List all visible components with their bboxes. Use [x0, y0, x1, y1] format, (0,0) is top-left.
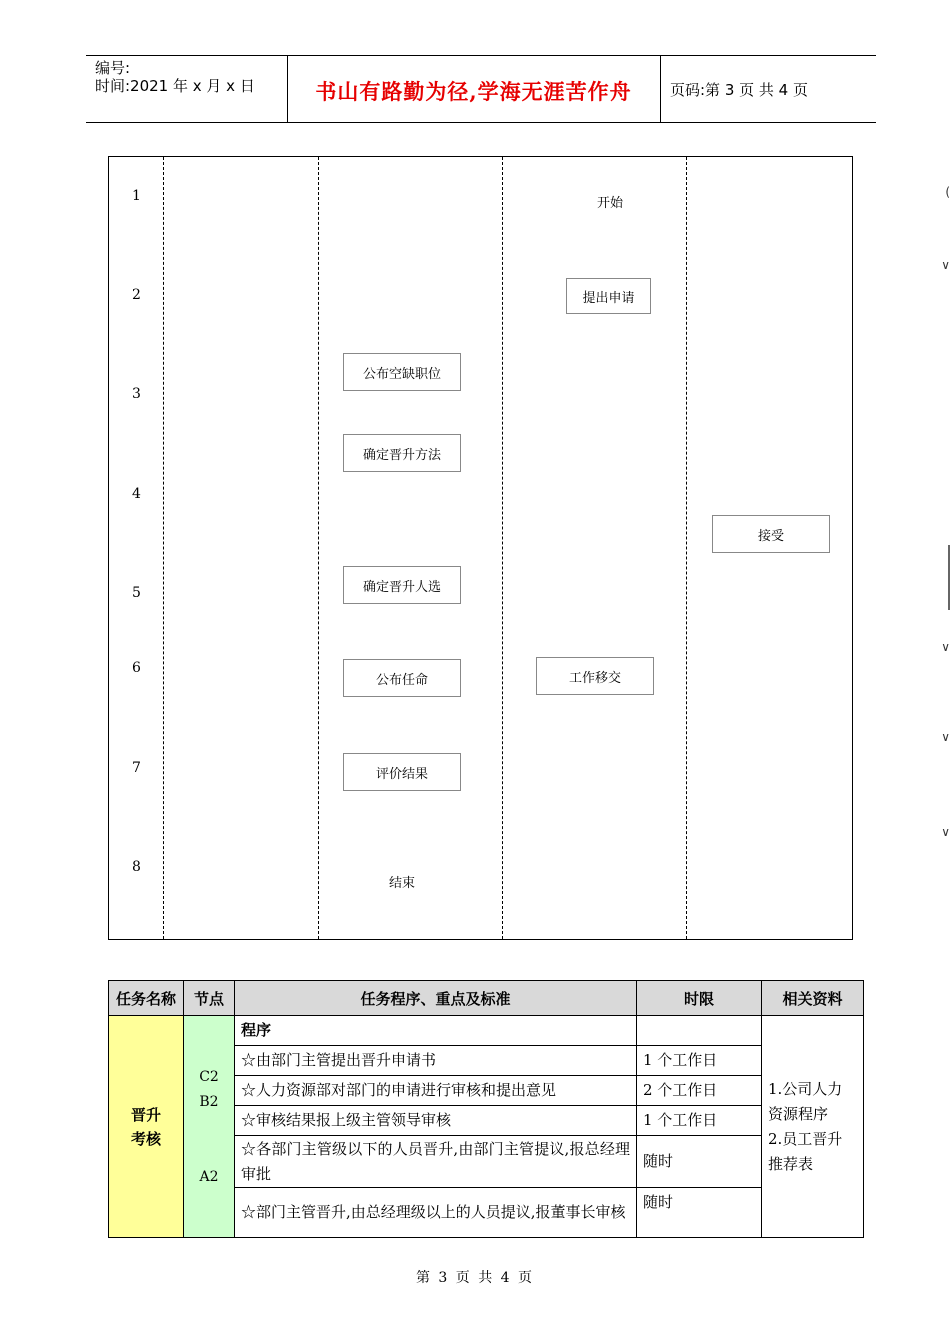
edge-mark-decoration: ∨: [941, 640, 950, 654]
header-time-limit: 时限: [637, 981, 762, 1016]
time-limit-cell: [637, 1016, 762, 1046]
lane-divider: [502, 157, 503, 939]
header-bottom-rule: [86, 122, 876, 123]
step-number: 5: [132, 585, 141, 601]
procedure-step: ☆审核结果报上级主管领导审核: [235, 1106, 637, 1136]
procedure-step: ☆由部门主管提出晋升申请书: [235, 1046, 637, 1076]
time-limit-cell: 随时: [637, 1188, 762, 1238]
procedure-heading: 程序: [235, 1016, 637, 1046]
time-limit-cell: 2 个工作日: [637, 1076, 762, 1106]
flow-box-handover: 工作移交: [536, 657, 654, 695]
references-cell: [762, 1016, 864, 1238]
table-header-row: [109, 981, 864, 1016]
step-number: 4: [132, 486, 141, 502]
flow-box-accept: 接受: [712, 515, 830, 553]
time-limit-cell: 1 个工作日: [637, 1106, 762, 1136]
flow-box-confirm-method: 确定晋升方法: [343, 434, 461, 472]
procedure-step: ☆部门主管晋升,由总经理级以上的人员提议,报董事长审核: [235, 1188, 637, 1238]
step-number: 8: [132, 859, 141, 875]
edge-mark-decoration: ∨: [941, 825, 950, 839]
lane-divider: [318, 157, 319, 939]
lane-divider: [163, 157, 164, 939]
header-top-rule: [86, 55, 876, 56]
task-name-cell: [109, 1016, 184, 1238]
node-label: A2: [199, 1169, 219, 1185]
edge-mark-decoration: ∨: [941, 258, 950, 272]
reference-item: 1.公司人力资源程序: [768, 1079, 843, 1123]
header-references: 相关资料: [762, 981, 864, 1016]
flow-box-apply: 提出申请: [566, 278, 651, 314]
header-procedure: 任务程序、重点及标准: [235, 981, 637, 1016]
step-number: 6: [132, 660, 141, 676]
node-label: B2: [199, 1094, 219, 1110]
edge-mark-decoration: ∨: [941, 730, 950, 744]
header-motto: 书山有路勤为径,学海无涯苦作舟: [315, 79, 632, 104]
task-name-line: 考核: [130, 1129, 161, 1148]
procedure-step: ☆人力资源部对部门的申请进行审核和提出意见: [235, 1076, 637, 1106]
step-number: 1: [132, 188, 141, 204]
task-table: [108, 980, 864, 1238]
node-cell: [184, 1016, 235, 1238]
flowchart-frame: [108, 156, 853, 940]
header-task-name: 任务名称: [109, 981, 184, 1016]
task-name-line: 晋升: [130, 1105, 161, 1124]
table-row: [109, 1016, 864, 1046]
page-label: 页码:第 3 页 共 4 页: [670, 81, 808, 99]
header-node: 节点: [184, 981, 235, 1016]
step-number: 3: [132, 386, 141, 402]
step-number: 2: [132, 287, 141, 303]
page-footer: 第 3 页 共 4 页: [415, 1270, 535, 1286]
flow-box-confirm-candidate: 确定晋升人选: [343, 566, 461, 604]
time-limit-cell: 随时: [637, 1136, 762, 1188]
edge-mark-decoration: (: [945, 185, 950, 199]
lane-divider: [686, 157, 687, 939]
serial-label: 编号:: [95, 59, 131, 77]
reference-item: 2.员工晋升推荐表: [768, 1129, 843, 1173]
node-label: C2: [199, 1069, 219, 1085]
header-divider-right: [660, 55, 661, 123]
time-limit-cell: 1 个工作日: [637, 1046, 762, 1076]
procedure-step: ☆各部门主管级以下的人员晋升,由部门主管提议,报总经理审批: [235, 1136, 637, 1188]
flow-box-evaluate: 评价结果: [343, 753, 461, 791]
step-number: 7: [132, 760, 141, 776]
time-label: 时间:2021 年 x 月 x 日: [95, 77, 255, 95]
flow-start-label: 开始: [596, 196, 624, 211]
flow-box-announce-appointment: 公布任命: [343, 659, 461, 697]
flow-end-label: 结束: [388, 876, 416, 891]
flow-box-announce-vacancy: 公布空缺职位: [343, 353, 461, 391]
